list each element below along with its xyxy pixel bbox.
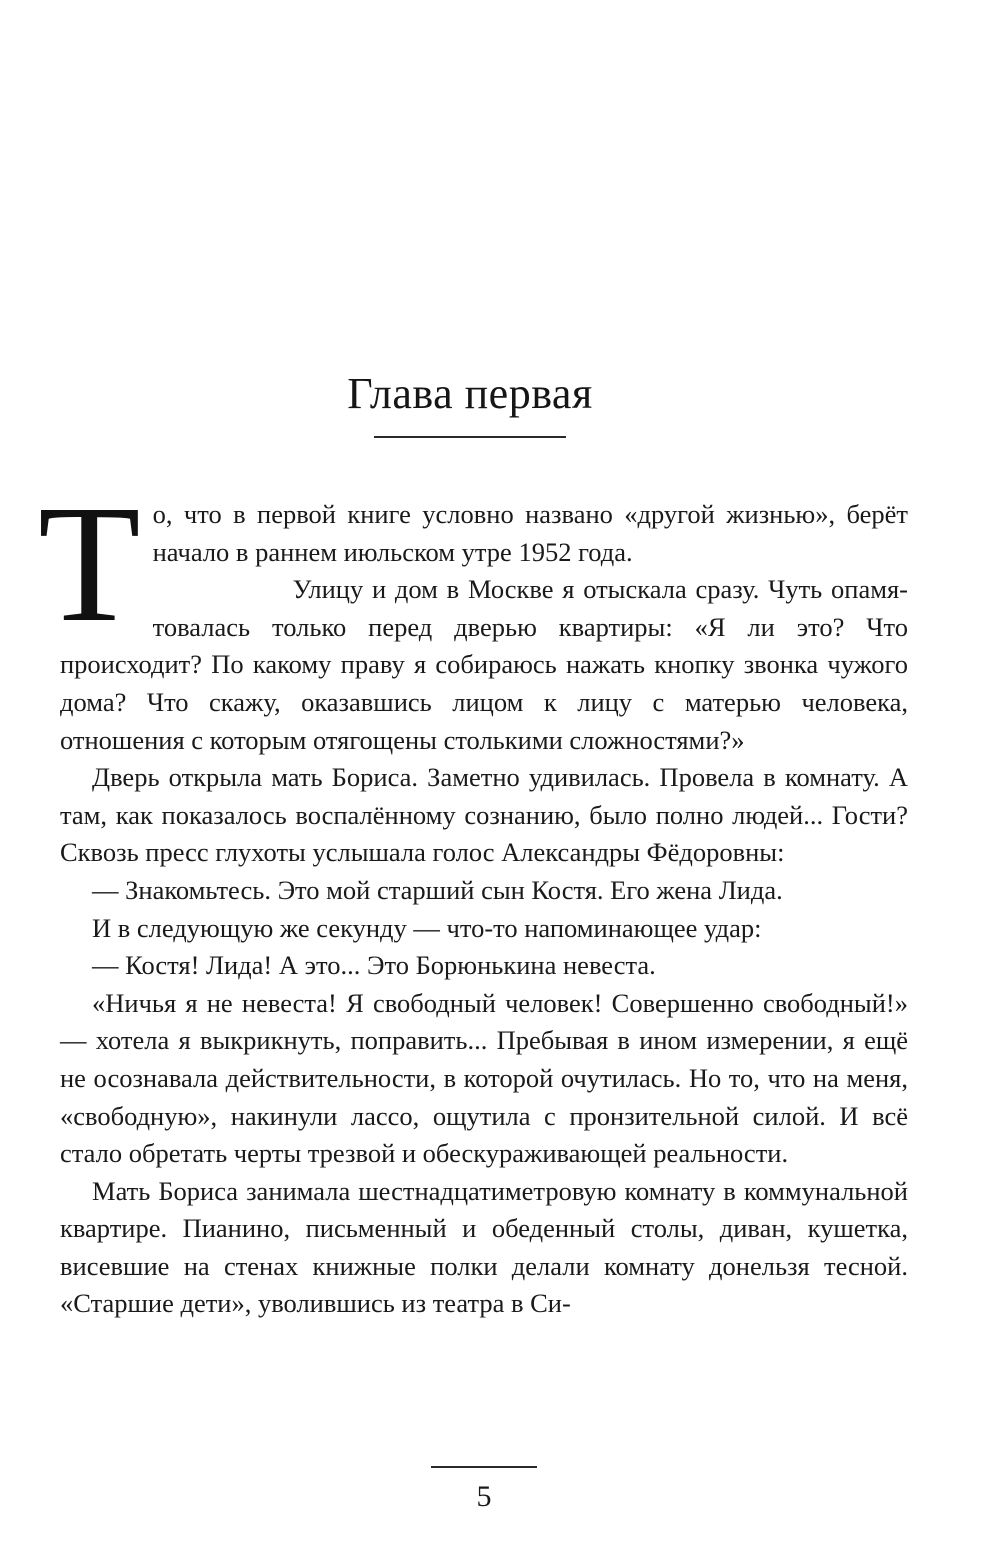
chapter-title: Глава первая: [347, 369, 593, 418]
paragraph-6-dialogue: — Костя! Лида! А это... Это Борюнькина невеста.: [92, 950, 656, 981]
paragraph-8: Мать Бориса занимала шестнадцатиметровую комнату в коммунальной квартире. Пианино, письменный и обеденный столы, диван, кушетка, висевшие на стенах книжные полки делали комнату донельзя тесной. «Старшие дети», уволившись из театра в Си-: [60, 1175, 908, 1319]
paragraph-1-text: о, что в первой книге условно названо «другой жизнью», берёт начало в раннем июльском утре 1952 года.: [152, 499, 908, 567]
drop-cap: Т: [38, 471, 141, 657]
paragraph-4-dialogue: — Знакомьтесь. Это мой старший сын Костя. Его жена Лида.: [92, 874, 783, 905]
title-underline-rule: [374, 436, 566, 438]
paragraph-1: [38, 471, 908, 657]
paragraph-2: Улицу и дом в Москве я отыскала сразу. Чуть опамятовалась только перед дверью квартиры: «Я ли это? Что происходит? По какому праву я собираюсь нажать кнопку звонка чужого дома? Что скажу, оказавшись лицом к лицу с матерью человека, отношения с которым отягощены столькими сложностями?»: [60, 574, 908, 755]
page-number-rule: [431, 1466, 537, 1468]
body-text: [38, 471, 908, 1323]
paragraph-7: «Ничья я не невеста! Я свободный человек! Совершенно свободный!» — хотела я выкрикнуть, поправить... Пребывая в ином измерении, я ещё не осознавала действительности, в которой очутилась. Но то, что на меня, «свободную», накинули лассо, ощутила с пронзительной силой. И всё стало обретать черты трезвой и обескураживающей реальности.: [60, 987, 908, 1169]
page-number: 5: [476, 1480, 492, 1513]
paragraph-5: И в следующую же секунду — что-то напоминающее удар:: [92, 912, 762, 943]
paragraph-3: Дверь открыла мать Бориса. Заметно удивилась. Провела в комнату. А там, как показалось воспалённому сознанию, было полно людей... Гости? Сквозь пресс глухоты услышала голос Александры Фёдоровны:: [60, 762, 908, 868]
